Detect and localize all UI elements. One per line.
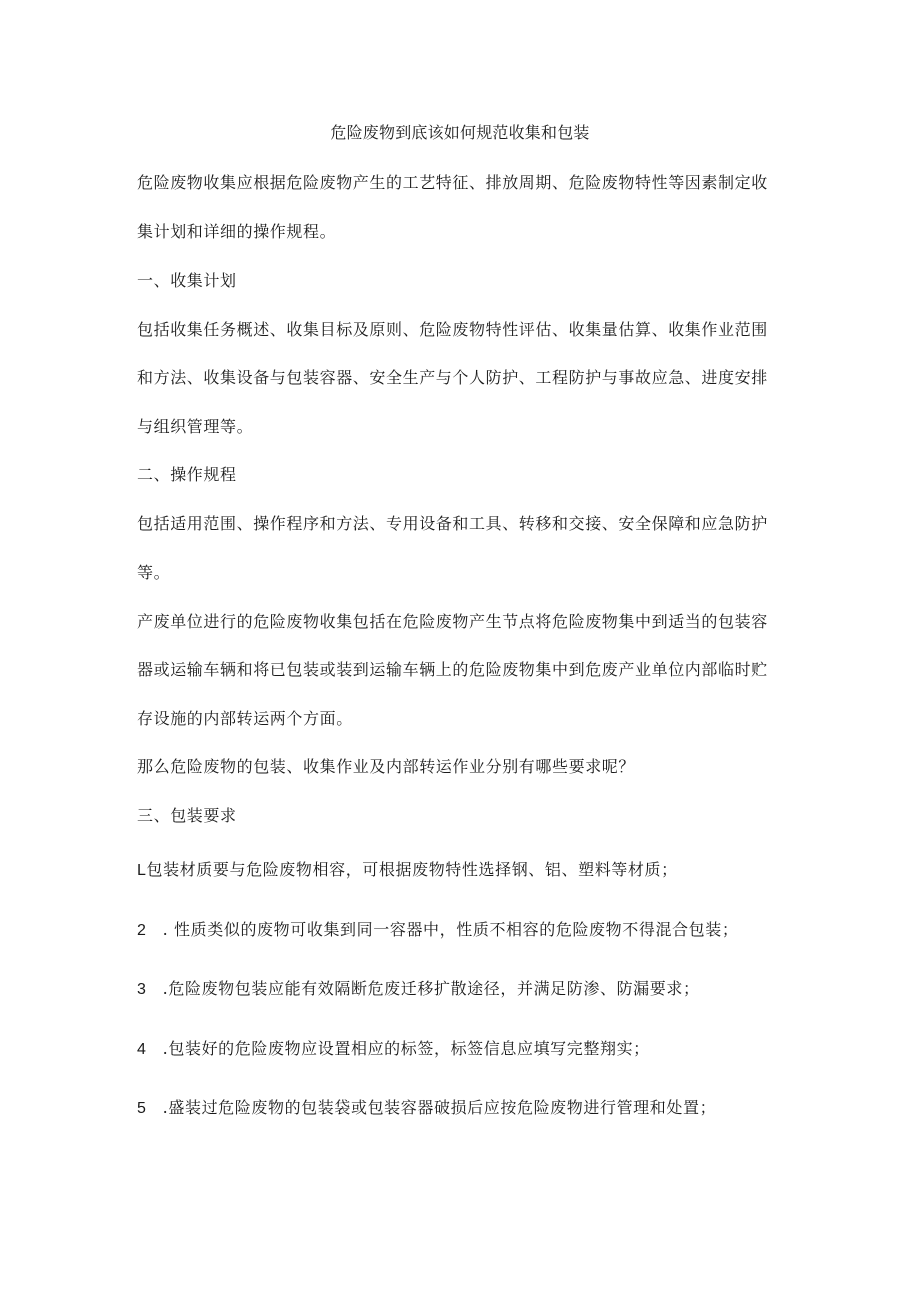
list-item-text: .盛装过危险废物的包装袋或包装容器破损后应按危险废物进行管理和处置； xyxy=(157,1098,717,1117)
list-item xyxy=(137,920,797,941)
list-item-text: .危险废物包装应能有效隔断危废迁移扩散途径，并满足防渗、防漏要求； xyxy=(157,979,700,998)
section-1-line-1: 包括收集任务概述、收集目标及原则、危险废物特性评估、收集量估算、收集作业范围 xyxy=(137,320,768,339)
section-2-heading: 二、操作规程 xyxy=(137,465,237,484)
list-item-number: 4 xyxy=(137,1041,147,1058)
section-2-line-2: 等。 xyxy=(137,563,171,582)
question-line: 那么危险废物的包装、收集作业及内部转运作业分别有哪些要求呢？ xyxy=(137,757,636,776)
list-item xyxy=(137,979,797,1000)
list-item-number: 3 xyxy=(137,981,147,998)
list-item-text: 包装材质要与危险废物相容，可根据废物特性选择钢、铝、塑料等材质； xyxy=(146,860,678,879)
section-1-line-3: 与组织管理等。 xyxy=(137,417,254,436)
list-item-text: .包装好的危险废物应设置相应的标签，标签信息应填写完整翔实； xyxy=(157,1039,650,1058)
intro-line-1: 危险废物收集应根据危险废物产生的工艺特征、排放周期、危险废物特性等因素制定收 xyxy=(137,173,768,192)
section-1-heading: 一、收集计划 xyxy=(137,271,237,290)
list-item-number: L xyxy=(137,862,147,879)
list-item xyxy=(137,860,797,881)
list-item xyxy=(137,1039,797,1060)
intro-line-2: 集计划和详细的操作规程。 xyxy=(137,222,337,241)
section-2-line-1: 包括适用范围、操作程序和方法、专用设备和工具、转移和交接、安全保障和应急防护 xyxy=(137,514,768,533)
list-item-number: 2 xyxy=(137,922,147,939)
list-item-text: . 性质类似的废物可收集到同一容器中，性质不相容的危险废物不得混合包装； xyxy=(157,920,739,939)
section-1-line-2: 和方法、收集设备与包装容器、安全生产与个人防护、工程防护与事故应急、进度安排 xyxy=(137,368,768,387)
paragraph-3-line-2: 器或运输车辆和将已包装或装到运输车辆上的危险废物集中到危废产业单位内部临时贮 xyxy=(137,660,768,679)
document-title: 危险废物到底该如何规范收集和包装 xyxy=(330,123,590,142)
list-item-number: 5 xyxy=(137,1100,147,1117)
paragraph-3-line-1: 产废单位进行的危险废物收集包括在危险废物产生节点将危险废物集中到适当的包装容 xyxy=(137,612,768,631)
paragraph-3-line-3: 存设施的内部转运两个方面。 xyxy=(137,709,353,728)
list-item xyxy=(137,1098,797,1119)
section-3-heading: 三、包装要求 xyxy=(137,806,237,825)
